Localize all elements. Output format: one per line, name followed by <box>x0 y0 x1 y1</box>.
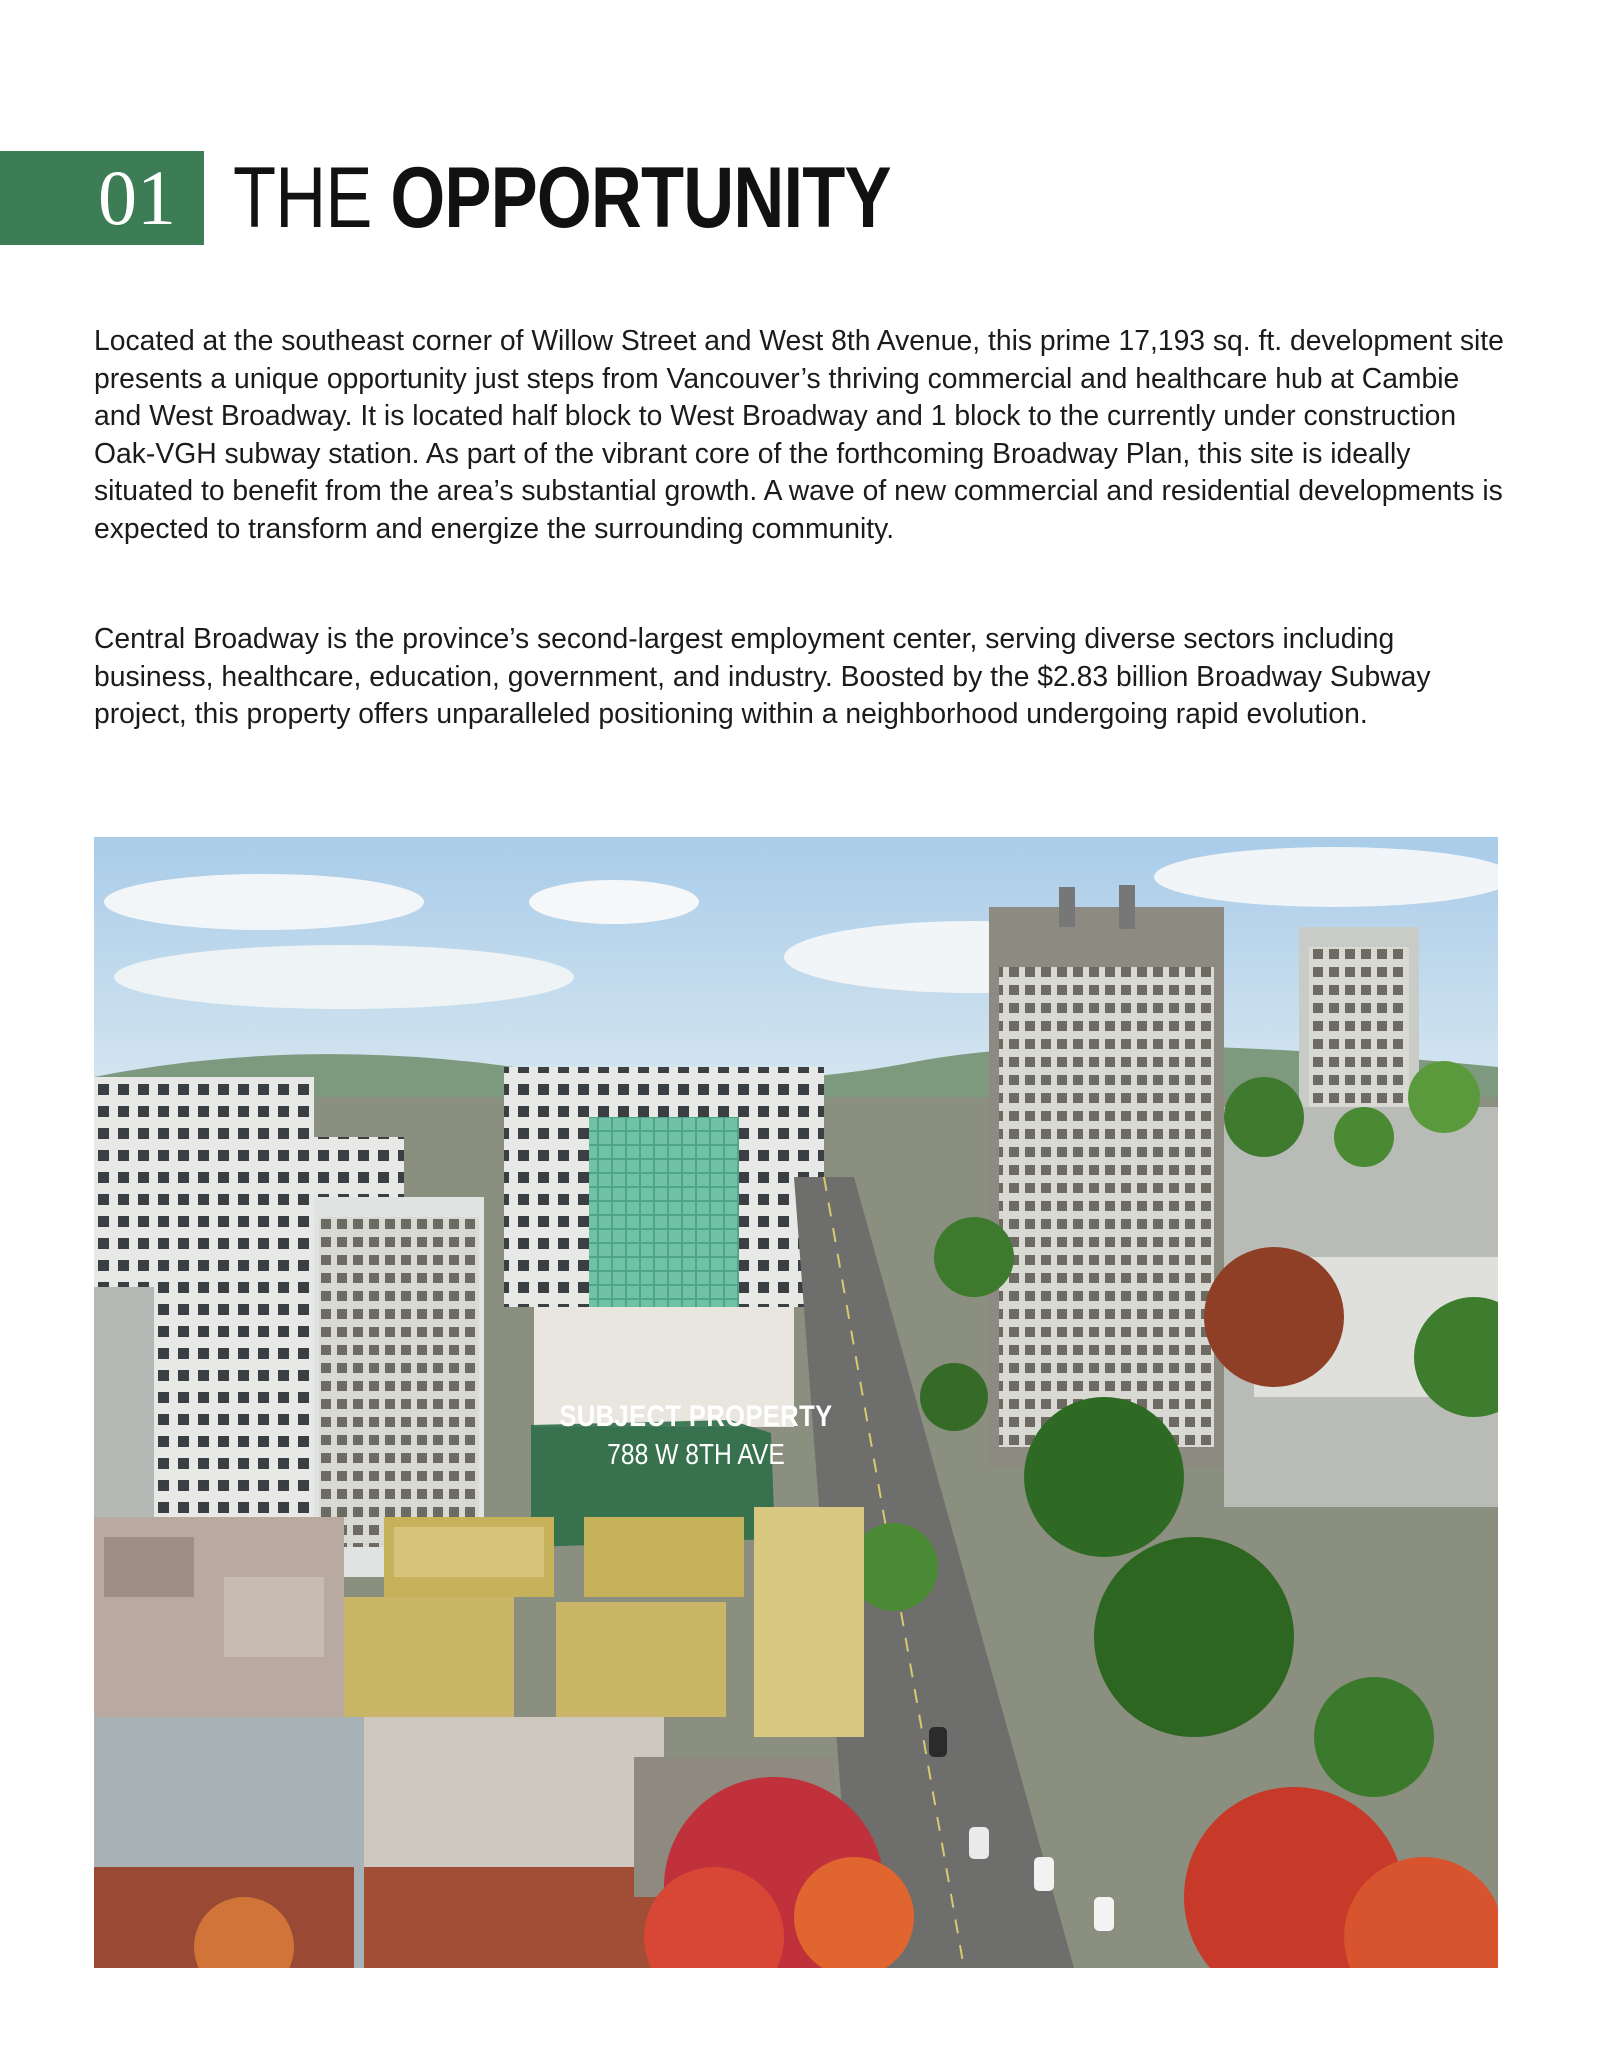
subject-property-title: SUBJECT PROPERTY <box>559 1400 833 1433</box>
section-number: 01 <box>0 151 204 245</box>
section-title <box>233 151 891 245</box>
section-title-light: THE <box>233 150 372 246</box>
section-title-bold: OPPORTUNITY <box>390 150 891 246</box>
intro-paragraph: Located at the southeast corner of Willow Street and West 8th Avenue, this prime 17,193 sq. ft. development site presents a unique opportunity just steps from Vancouver’s thriving commercial and healthcare hub at Cambie and West Broadway. It is located half block to West Broadway and 1 block to the currently under construction Oak-VGH subway station. As part of the vibrant core of the forthcoming Broadway Plan, this site is ideally situated to benefit from the area’s substantial growth. A wave of new commercial and residential developments is expected to transform and energize the surrounding community. <box>94 324 1504 544</box>
subject-property-address: 788 W 8TH AVE <box>607 1439 785 1471</box>
section-header <box>0 151 1000 245</box>
subject-property-label <box>531 1391 861 1488</box>
employment-paragraph: Central Broadway is the province’s second-largest employment center, serving diverse sectors including business, healthcare, education, government, and industry. Boosted by the $2.83 billion Broadway Subway project, this property offers unparalleled positioning within a neighborhood undergoing rapid evolution. <box>94 622 1431 729</box>
